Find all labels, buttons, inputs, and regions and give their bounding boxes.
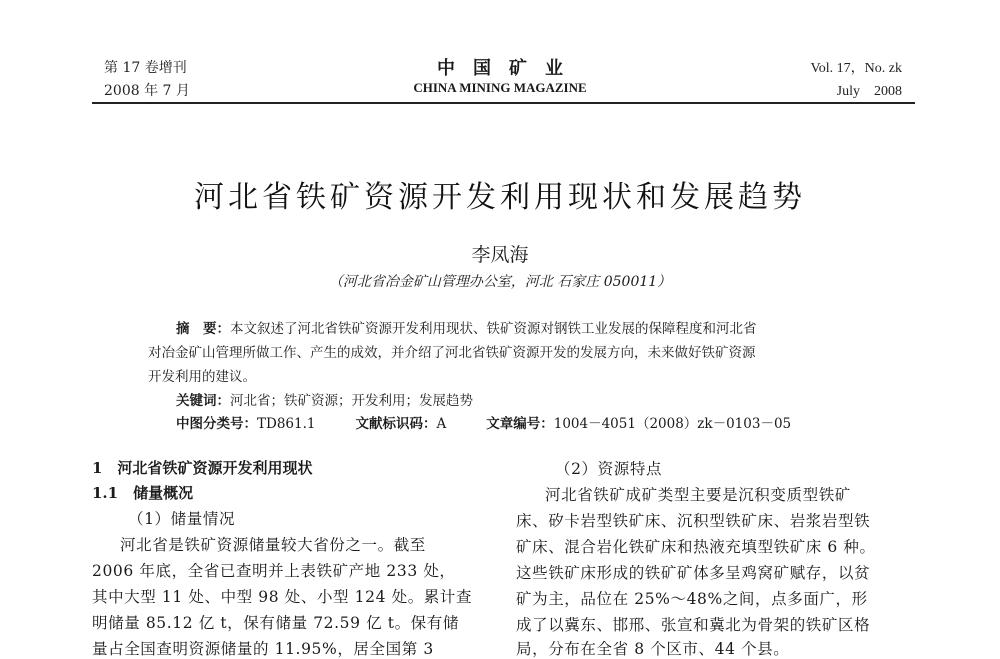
left-body-line: 其中大型 11 处、中型 98 处、小型 124 处。累计查 — [92, 588, 473, 606]
keywords-value: 河北省；铁矿资源；开发利用；发展趋势 — [230, 393, 473, 409]
left-subsection-heading: （1）储量情况 — [128, 510, 236, 528]
doc-code-label: 文献标识码： — [355, 416, 437, 432]
header-date-cn: 2008 年 7 月 — [104, 83, 190, 99]
right-body-line: 成了以冀东、邯邢、张宣和冀北为骨架的铁矿区格 — [516, 616, 871, 634]
clc-label: 中图分类号： — [176, 416, 257, 432]
journal-name-en: CHINA MINING MAGAZINE — [413, 80, 587, 95]
left-body-line: 河北省是铁矿资源储量较大省份之一。截至 — [120, 536, 426, 554]
right-body-line: 局，分布在全省 8 个区市、44 个县。 — [516, 640, 790, 658]
right-body-line: 河北省铁矿成矿类型主要是沉积变质型铁矿 — [545, 486, 851, 504]
abstract-line-1 — [176, 317, 757, 337]
abstract-text-1: 本文叙述了河北省铁矿资源开发利用现状、铁矿资源对钢铁工业发展的保障程度和河北省 — [230, 321, 757, 337]
right-body-line: 这些铁矿床形成的铁矿矿体多呈鸡窝矿赋存，以贫 — [516, 564, 871, 582]
abstract-label: 摘 要： — [176, 321, 230, 337]
author-name: 李凤海 — [471, 244, 529, 266]
classification-line — [176, 412, 791, 432]
left-body-line: 量占全国查明资源储量的 11.95%，居全国第 3 — [92, 640, 434, 658]
header-volume-en: Vol. 17，No. zk — [810, 61, 902, 76]
article-title: 河北省铁矿资源开发利用现状和发展趋势 — [194, 180, 806, 215]
header-rule — [92, 102, 915, 104]
keywords-label: 关键词： — [176, 393, 230, 409]
right-body-line: 矿为主，品位在 25%～48%之间，点多面广，形 — [516, 590, 868, 608]
right-body-line: 床、矽卡岩型铁矿床、沉积型铁矿床、岩浆岩型铁 — [516, 512, 871, 530]
header-date-en: July 2008 — [836, 84, 902, 99]
author-affiliation: （河北省冶金矿山管理办公室，河北 石家庄 050011） — [328, 274, 672, 290]
section-1-heading: 1 河北省铁矿资源开发利用现状 — [92, 459, 313, 477]
left-body-line: 2006 年底，全省已查明并上表铁矿产地 233 处， — [92, 562, 456, 580]
article-number-value: 1004－4051（2008）zk－0103－05 — [553, 416, 792, 432]
clc-value: TD861.1 — [257, 416, 316, 432]
abstract-line-3: 开发利用的建议。 — [148, 369, 256, 385]
right-subsection-heading: （2）资源特点 — [555, 460, 663, 478]
abstract-line-2: 对冶金矿山管理所做工作、产生的成效，并介绍了河北省铁矿资源开发的发展方向，未来做好铁矿资源 — [148, 345, 756, 361]
header-volume-cn: 第 17 卷增刊 — [104, 60, 187, 76]
keywords-line — [176, 389, 473, 409]
article-number-label: 文章编号： — [486, 416, 554, 432]
left-body-line: 明储量 85.12 亿 t，保有储量 72.59 亿 t。保有储 — [92, 614, 459, 632]
right-body-line: 矿床、混合岩化铁矿床和热液充填型铁矿床 6 种。 — [516, 538, 876, 556]
section-1-1-heading: 1.1 储量概况 — [92, 484, 194, 502]
journal-name-cn: 中 国 矿 业 — [437, 58, 563, 79]
doc-code-value: A — [436, 416, 447, 432]
